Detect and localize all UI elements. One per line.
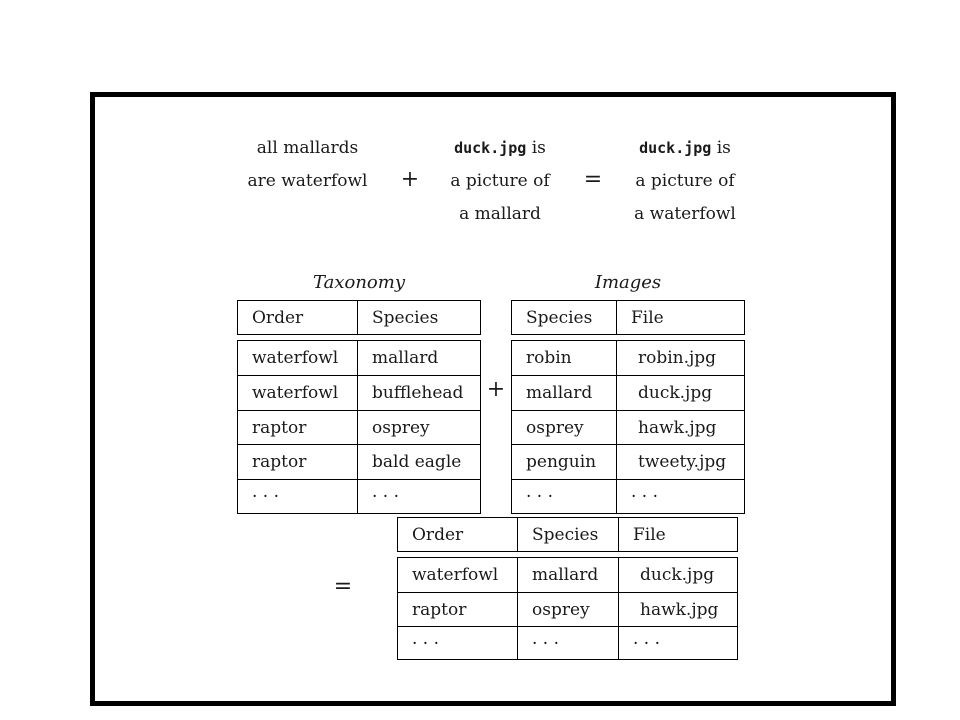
images-header-file: File xyxy=(631,308,664,328)
images-cell: mallard xyxy=(526,383,593,403)
result-header-file: File xyxy=(633,525,666,545)
images-cell: robin.jpg xyxy=(638,348,717,368)
result-body xyxy=(397,557,738,660)
conclusion-filename: duck.jpg xyxy=(639,139,712,157)
images-cell: robin xyxy=(526,348,572,368)
rule-equals-sign: = xyxy=(583,167,603,192)
result-cell: duck.jpg xyxy=(640,565,715,585)
images-cell: hawk.jpg xyxy=(638,418,717,438)
conclusion-line-1: is xyxy=(711,138,731,158)
result-cell: raptor xyxy=(412,600,467,620)
result-header-order: Order xyxy=(412,525,464,545)
taxonomy-cell: waterfowl xyxy=(252,348,339,368)
premise-2-line-1: is xyxy=(526,138,546,158)
premise-2-line-2: a picture of xyxy=(450,171,550,191)
join-plus-sign: + xyxy=(486,377,506,402)
table-row xyxy=(512,410,744,445)
images-cell: · · · xyxy=(631,487,659,507)
conclusion-line-3: a waterfowl xyxy=(634,204,736,224)
result-cell: hawk.jpg xyxy=(640,600,719,620)
conclusion-line-2: a picture of xyxy=(635,171,735,191)
table-row xyxy=(398,592,737,627)
table-row xyxy=(398,558,737,593)
taxonomy-body xyxy=(237,340,481,514)
taxonomy-header-species: Species xyxy=(372,308,439,328)
result-cell: · · · xyxy=(633,634,661,654)
taxonomy-cell: bald eagle xyxy=(372,452,462,472)
table-row xyxy=(238,410,480,445)
premise-2 xyxy=(430,138,570,224)
table-row xyxy=(512,479,744,514)
result-cell: · · · xyxy=(412,634,440,654)
taxonomy-header-order: Order xyxy=(252,308,304,328)
images-cell: tweety.jpg xyxy=(638,452,727,472)
result-equals-sign: = xyxy=(333,574,353,599)
premise-2-line-3: a mallard xyxy=(459,204,541,224)
result-header xyxy=(397,517,738,552)
table-row xyxy=(512,341,744,376)
result-cell: · · · xyxy=(532,634,560,654)
result-cell: waterfowl xyxy=(412,565,499,585)
images-header xyxy=(511,300,745,335)
taxonomy-cell: bufflehead xyxy=(372,383,464,403)
result-cell: osprey xyxy=(532,600,590,620)
table-row xyxy=(238,375,480,410)
images-body xyxy=(511,340,745,514)
taxonomy-cell: raptor xyxy=(252,452,307,472)
table-row xyxy=(398,626,737,661)
table-row xyxy=(512,444,744,479)
rule-plus-sign: + xyxy=(400,167,420,192)
images-cell: penguin xyxy=(526,452,597,472)
images-cell: duck.jpg xyxy=(638,383,713,403)
table-row xyxy=(512,375,744,410)
premise-1 xyxy=(230,138,385,191)
taxonomy-cell: osprey xyxy=(372,418,430,438)
result-cell: mallard xyxy=(532,565,599,585)
images-title: Images xyxy=(594,272,662,293)
table-row xyxy=(238,341,480,376)
taxonomy-cell: waterfowl xyxy=(252,383,339,403)
table-row xyxy=(238,444,480,479)
images-cell: osprey xyxy=(526,418,584,438)
taxonomy-cell: · · · xyxy=(252,487,280,507)
images-header-species: Species xyxy=(526,308,593,328)
images-cell: · · · xyxy=(526,487,554,507)
taxonomy-header xyxy=(237,300,481,335)
taxonomy-title: Taxonomy xyxy=(313,272,405,293)
premise-1-line-1: all mallards xyxy=(256,138,359,158)
conclusion xyxy=(615,138,755,224)
premise-1-line-2: are waterfowl xyxy=(247,171,368,191)
taxonomy-cell: · · · xyxy=(372,487,400,507)
result-header-species: Species xyxy=(532,525,599,545)
taxonomy-cell: raptor xyxy=(252,418,307,438)
taxonomy-cell: mallard xyxy=(372,348,439,368)
premise-2-filename: duck.jpg xyxy=(454,139,527,157)
table-row xyxy=(238,479,480,514)
